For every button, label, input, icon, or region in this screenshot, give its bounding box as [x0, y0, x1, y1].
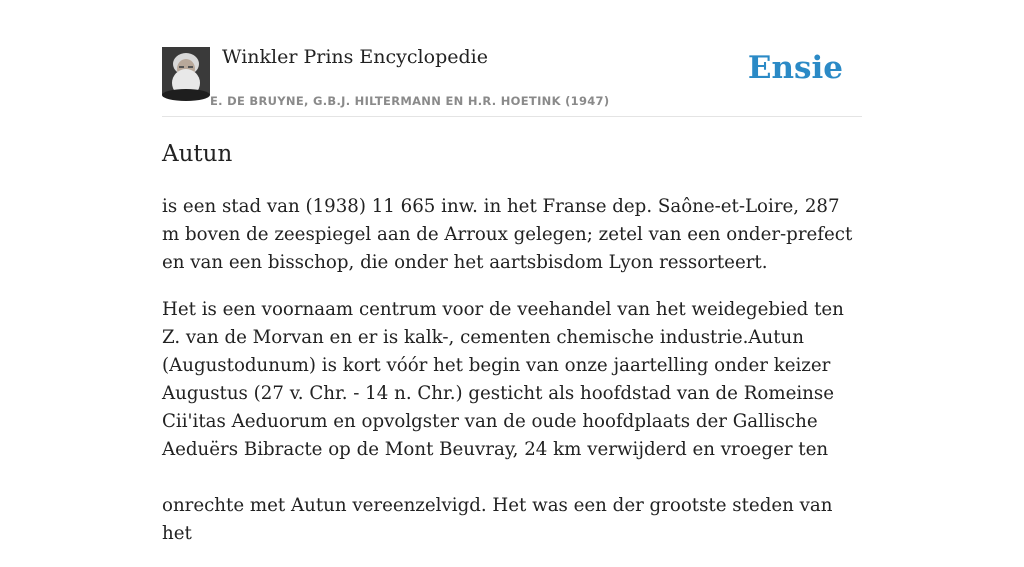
avatar-image: [162, 47, 210, 95]
encyclopedia-title[interactable]: Winkler Prins Encyclopedie: [222, 46, 488, 68]
authors-line: E. DE BRUYNE, G.B.J. HILTERMANN EN H.R. HOETINK (1947): [210, 94, 610, 108]
header: [162, 40, 862, 117]
ensie-logo[interactable]: Ensie: [747, 50, 843, 86]
article-paragraph: is een stad van (1938) 11 665 inw. in het Franse dep. Saône-et-Loire, 287 m boven de zeespiegel aan de Arroux gelegen; zetel van een onder-prefect en van een bisschop, die onder het aartsbisdom Lyon ressorteert.: [162, 196, 853, 273]
article: [162, 138, 862, 567]
article-title: Autun: [162, 141, 233, 167]
article-paragraph: onrechte met Autun vereenzelvigd. Het was een der grootste steden van het: [162, 495, 833, 544]
author-portrait-icon[interactable]: [162, 47, 210, 95]
article-paragraph: Het is een voornaam centrum voor de veehandel van het weidegebied ten Z. van de Morvan en er is kalk-, cementen chemische industrie.Autun (Augustodunum) is kort vóór het begin van onze jaartelling onder keizer Augustus (27 v. Chr. - 14 n. Chr.) gesticht als hoofdstad van de Romeinse Cii'itas Aeduorum en opvolgster van de oude hoofdplaats der Gallische Aeduërs Bibracte op de Mont Beuvray, 24 km verwijderd en vroeger ten: [162, 299, 844, 460]
